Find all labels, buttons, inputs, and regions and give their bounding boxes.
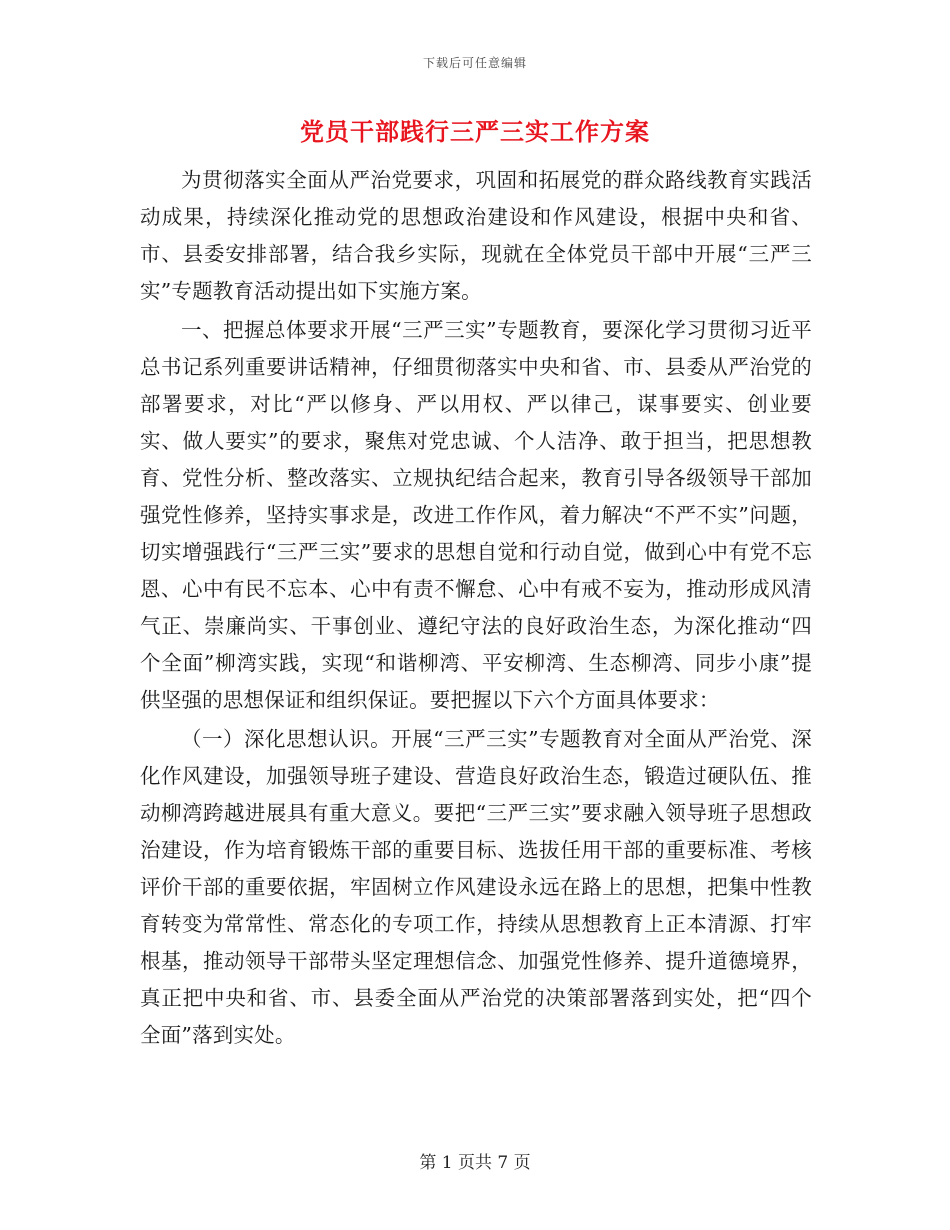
document-body	[140, 162, 812, 1056]
header-note: 下载后可任意编辑	[422, 56, 527, 70]
paragraph-section-one: 一、把握总体要求开展“三严三实”专题教育，要深化学习贯彻习近平总书记系列重要讲话精神，仔细贯彻落实中央和省、市、县委从严治党的部署要求，对比“严以修身、严以用权、严以律己，谋事要实、创业要实、做人要实”的要求，聚焦对党忠诚、个人洁净、敢于担当，把思想教育、党性分析、整改落实、立规执纪结合起来，教育引导各级领导干部加强党性修养，坚持实事求是，改进工作作风，着力解决“不严不实”问题，切实增强践行“三严三实”要求的思想自觉和行动自觉，做到心中有党不忘恩、心中有民不忘本、心中有责不懈怠、心中有戒不妄为，推动形成风清气正、崇廉尚实、干事创业、遵纪守法的良好政治生态，为深化推动“四个全面”柳湾实践，实现“和谐柳湾、平安柳湾、生态柳湾、同步小康”提供坚强的思想保证和组织保证。要把握以下六个方面具体要求：	[140, 318, 812, 712]
document-title: 党员干部践行三严三实工作方案	[300, 117, 650, 146]
paragraph-intro: 为贯彻落实全面从严治党要求，巩固和拓展党的群众路线教育实践活动成果，持续深化推动党的思想政治建设和作风建设，根据中央和省、市、县委安排部署，结合我乡实际，现就在全体党员干部中开展“三严三实”专题教育活动提出如下实施方案。	[140, 168, 812, 303]
paragraph-subsection-one: （一）深化思想认识。开展“三严三实”专题教育对全面从严治党、深化作风建设，加强领导班子建设、营造良好政治生态，锻造过硬队伍、推动柳湾跨越进展具有重大意义。要把“三严三实”要求融入领导班子思想政治建设，作为培育锻炼干部的重要目标、选拔任用干部的重要标准、考核评价干部的重要依据，牢固树立作风建设永远在路上的思想，把集中性教育转变为常常性、常态化的专项工作，持续从思想教育上正本清源、打牢根基，推动领导干部带头坚定理想信念、加强党性修养、提升道德境界，真正把中央和省、市、县委全面从严治党的决策部署落到实处，把“四个全面”落到实处。	[140, 727, 812, 1047]
page-number: 第 1 页共 7 页	[419, 1153, 531, 1173]
